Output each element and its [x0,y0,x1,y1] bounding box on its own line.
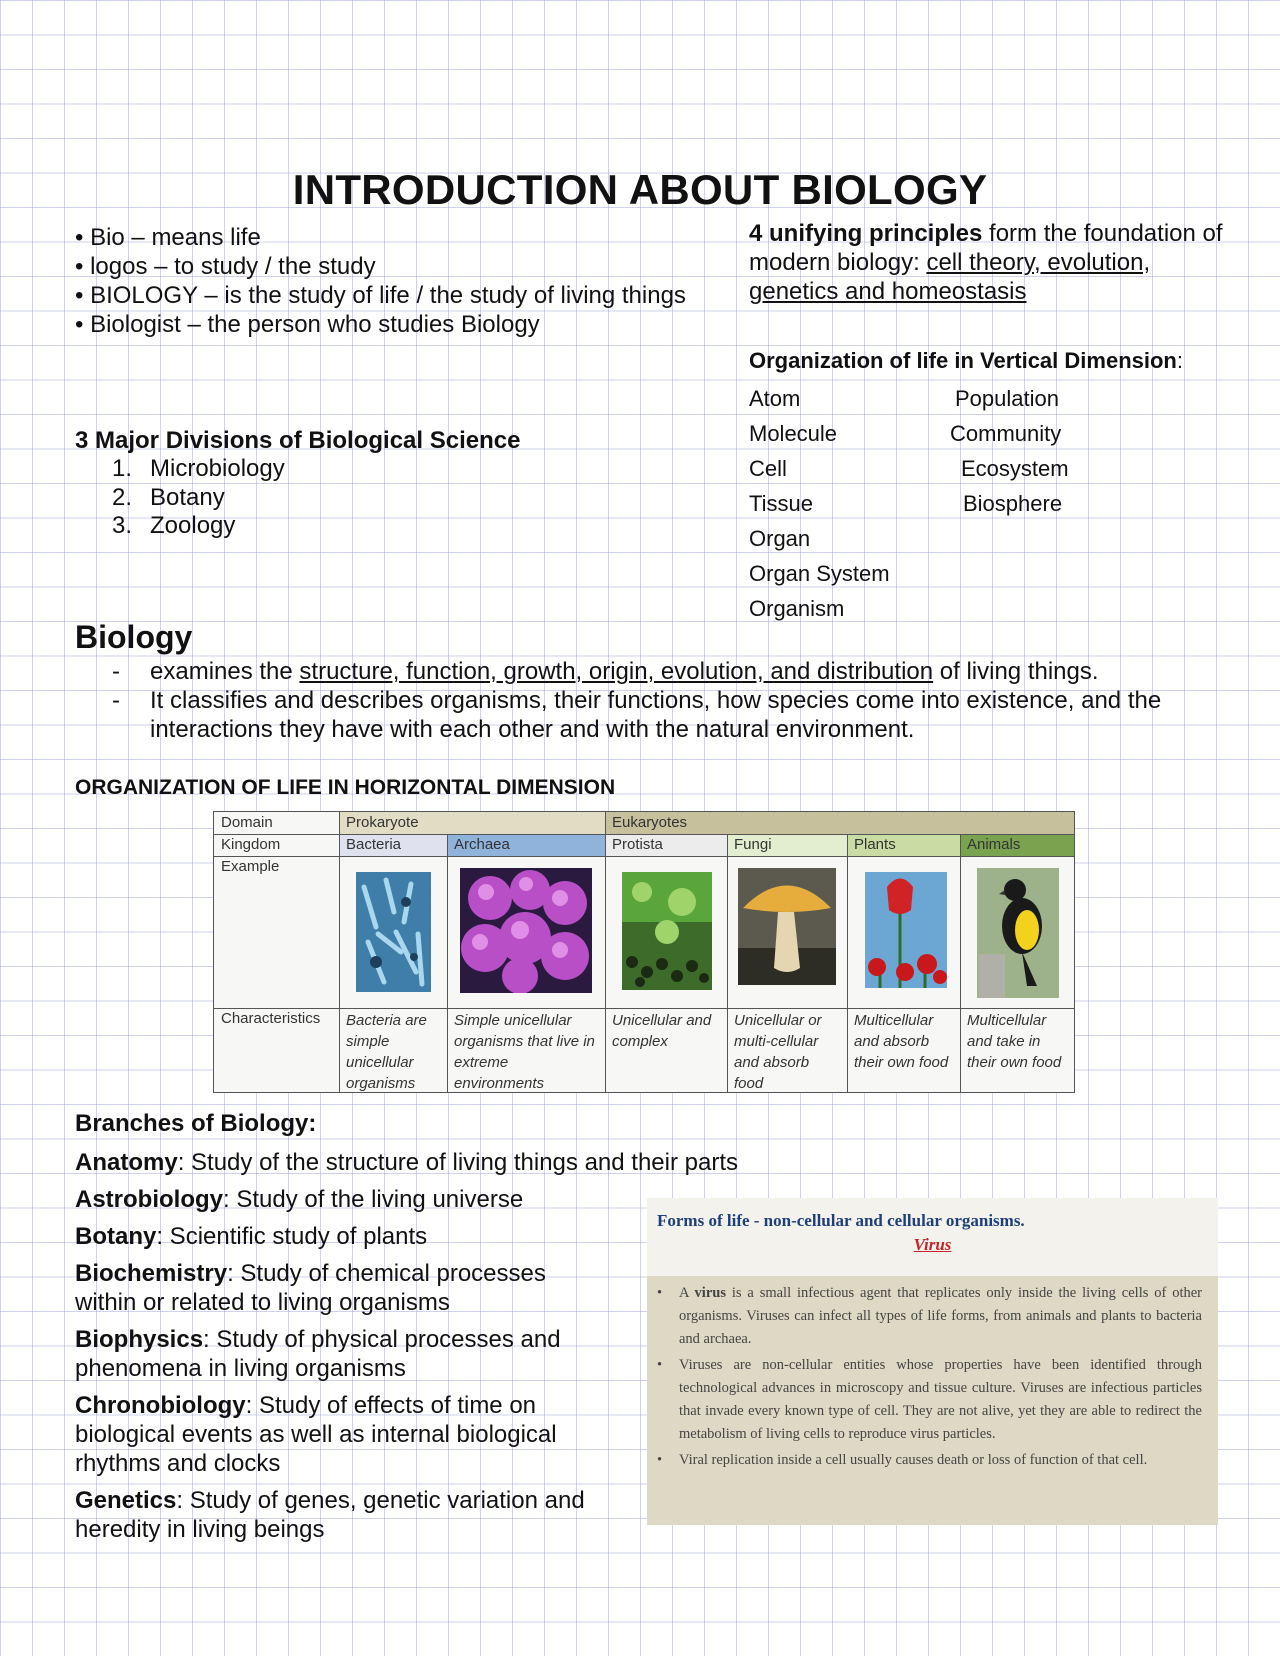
biology-point [112,657,1192,686]
branch-definition: : Study of the living universe [223,1186,524,1213]
level-item: Atom [749,386,801,411]
level-item: Population [955,386,1059,411]
virus-box-title: Forms of life - non-cellular and cellular organisms. [657,1211,1025,1230]
kingdom-animals: Animals [960,834,1074,856]
text: It classifies and describes organisms, their functions, how species come into existence, and the interactions they have with each other and with the natural environment. [150,687,1162,743]
level-item: Cell [749,456,787,481]
list-label: Zoology [150,512,236,539]
kingdom-bacteria: Bacteria [339,834,447,856]
virus-box-subtitle: Virus [913,1235,952,1254]
text: A [679,1285,695,1301]
virus-box-header [647,1198,1218,1276]
bullet-item: • Bio – means life [75,224,261,251]
branch-definition: : Study of the structure of living things and their parts [177,1149,738,1176]
principles-underlined: cell theory, evolution, genetics and homeostasis [749,249,1151,305]
level-item: Tissue [749,491,813,516]
table-divider [214,1008,1074,1009]
bold-text: virus [694,1285,726,1301]
branch-item [75,1325,595,1383]
level-item: Community [950,421,1062,446]
vertical-dimension-heading [749,348,1183,374]
bullet-item: • BIOLOGY – is the study of life / the study of living things [75,282,686,309]
table-divider [727,834,728,1092]
branch-term: Chronobiology [75,1392,246,1419]
characteristic-bacteria: Bacteria are simple unicellular organisms [346,1012,427,1092]
characteristic-plants: Multicellular and absorb their own food [854,1012,949,1071]
branch-term: Anatomy [75,1149,178,1176]
principles-text: form the foundation of modern biology: [749,220,1223,276]
virus-points [657,1282,1202,1475]
table-divider [339,812,340,1092]
level-item: Organism [749,596,845,621]
vertical-heading-colon: : [1176,348,1183,373]
text: Viruses are non-cellular entities whose properties have been identified through technological advances in microscopy and tissue culture. Viruses are infectious particles that invade every known type of cell. They are not alive, yet they are able to redirect the metabolism of living cells to reproduce virus particles. [679,1357,1202,1442]
kingdom-protista: Protista [605,834,727,856]
virus-point [657,1282,1202,1351]
branch-definition: : Study of chemical processes within or related to living organisms [75,1260,546,1316]
table-divider [214,834,1074,835]
virus-point [657,1354,1202,1446]
bullet-marker: • [657,1357,663,1373]
bullet-item: • Biologist – the person who studies Biology [75,311,540,338]
branch-term: Botany [75,1223,157,1250]
principles-bold: 4 unifying principles [749,220,983,247]
kingdom-plants: Plants [847,834,960,856]
list-number: 2. [112,483,133,511]
characteristic-animals: Multicellular and take in their own food [967,1012,1062,1071]
dash-marker: - [112,687,120,714]
dash-marker: - [112,658,120,685]
branch-definition: : Study of physical processes and phenomena in living organisms [75,1326,561,1382]
list-label: Microbiology [150,455,285,482]
level-item: Molecule [749,421,838,446]
list-number: 1. [112,455,133,482]
level-item: Organ [749,526,811,551]
bullet-marker: • [657,1285,663,1301]
branch-term: Biochemistry [75,1260,228,1287]
table-divider [605,812,606,1092]
animals-image [977,868,1059,998]
domain-eukaryotes: Eukaryotes [605,812,1074,834]
unifying-principles [749,219,1229,306]
list-item [112,484,285,513]
branch-item [75,1185,635,1214]
branch-item [75,1391,600,1478]
virus-point [657,1449,1202,1472]
organization-table [213,811,1075,1093]
branch-item [75,1148,1175,1177]
branches-heading: Branches of Biology: [75,1110,317,1137]
branch-item [75,1486,625,1544]
domain-prokaryote: Prokaryote [339,812,605,834]
text: of living things. [933,658,1099,685]
branch-item [75,1222,635,1251]
table-divider [447,834,448,1092]
page-title: INTRODUCTION ABOUT BIOLOGY [292,166,988,213]
bullet-marker: • [657,1452,663,1468]
text: Viral replication inside a cell usually causes death or loss of function of that cell. [679,1452,1148,1468]
table-divider [960,834,961,1092]
underlined-text: structure, function, growth, origin, evolution, and distribution [299,658,934,685]
bullet-item: • logos – to study / the study [75,253,376,280]
biology-points [112,657,1192,744]
list-item [112,512,285,541]
table-divider [847,834,848,1092]
characteristic-fungi: Unicellular or multi-cellular and absorb food [734,1012,822,1092]
protista-image [622,872,712,990]
kingdom-archaea: Archaea [447,834,605,856]
list-label: Botany [150,483,225,511]
characteristic-archaea: Simple unicellular organisms that live in extreme environments [454,1012,595,1092]
text: examines the [150,658,300,685]
list-item [112,455,285,484]
row-label-kingdom: Kingdom [221,836,281,853]
level-item: Ecosystem [961,456,1069,481]
row-label-example: Example [221,858,280,875]
kingdom-fungi: Fungi [727,834,847,856]
intro-bullets [75,223,686,339]
branch-item [75,1259,595,1317]
vertical-heading-text: Organization of life in Vertical Dimension [749,348,1177,373]
biology-heading: Biology [75,619,193,655]
divisions-list [112,455,285,541]
bacteria-image [356,872,431,992]
divisions-heading: 3 Major Divisions of Biological Science [75,427,521,454]
plants-image [865,872,947,988]
branch-definition: : Scientific study of plants [156,1223,428,1250]
level-item: Organ System [749,561,890,586]
characteristic-protista: Unicellular and complex [612,1012,712,1050]
virus-info-box [647,1198,1218,1525]
branch-definition: : Study of effects of time on biological events as well as internal biological rhythms and clocks [75,1392,557,1477]
row-label-domain: Domain [221,814,273,831]
row-label-characteristics: Characteristics [221,1010,321,1027]
biology-point [112,686,1192,744]
level-item: Biosphere [963,491,1063,516]
archaea-image [460,868,592,993]
table-divider [214,856,1074,857]
text: is a small infectious agent that replicates only inside the living cells of other organisms. Viruses can infect all types of life forms, from animals and plants to bacteria and archaea. [679,1285,1202,1347]
vertical-levels-left [749,381,890,626]
branch-definition: : Study of genes, genetic variation and heredity in living beings [75,1487,585,1543]
list-number: 3. [112,512,133,539]
branch-term: Genetics [75,1487,177,1514]
horizontal-dimension-heading: ORGANIZATION OF LIFE IN HORIZONTAL DIMENSION [75,776,616,799]
branch-term: Biophysics [75,1326,204,1353]
branch-term: Astrobiology [75,1186,223,1213]
fungi-image [738,868,836,985]
